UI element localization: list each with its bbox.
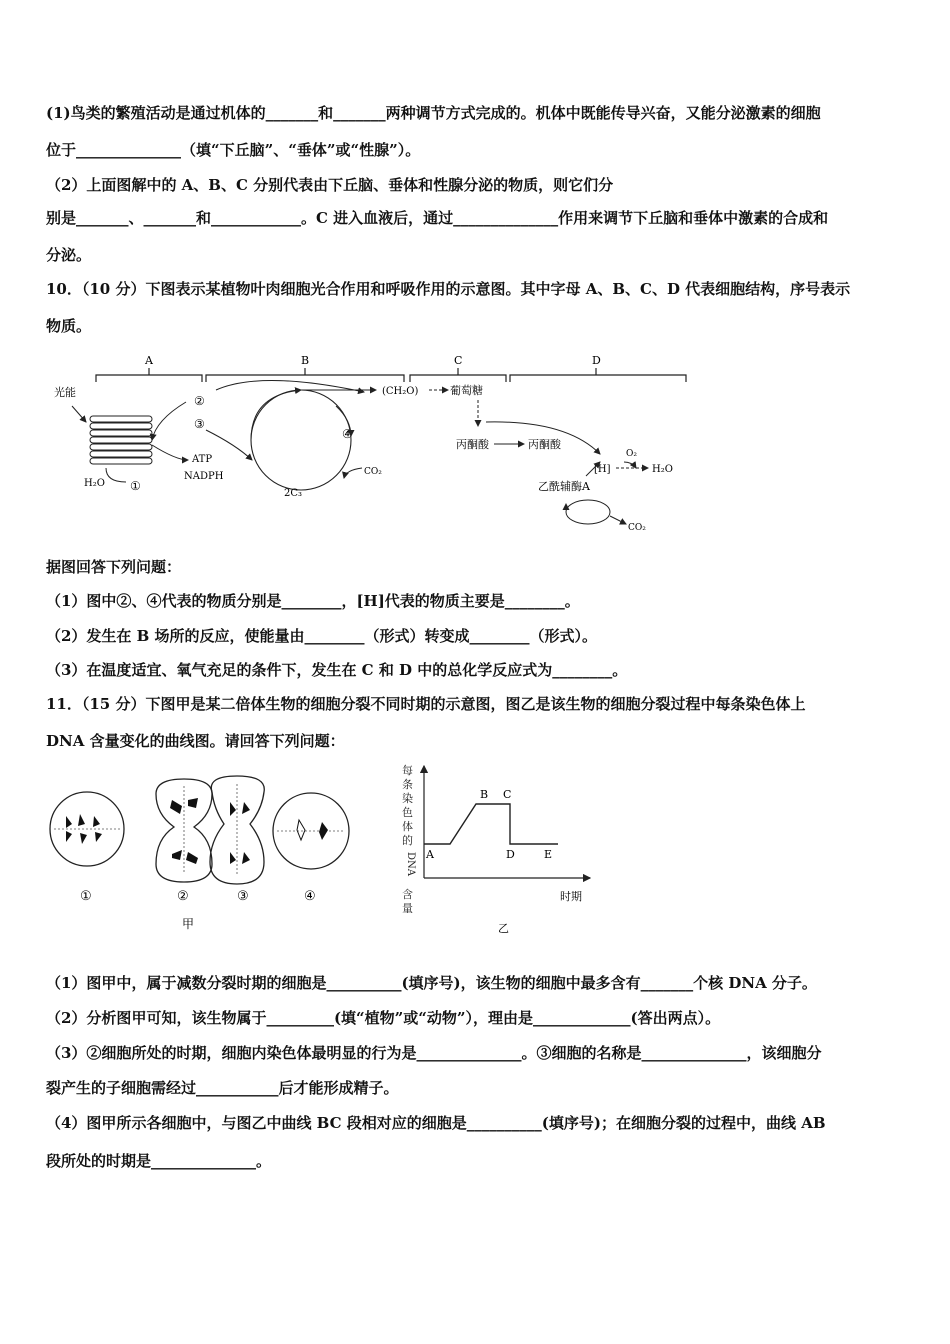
pyruvate-2-label: 丙酮酸 <box>528 438 561 451</box>
q11-part-4b: 段所处的时期是______________。 <box>46 1152 272 1170</box>
atp-label: ATP <box>192 454 213 465</box>
water-input-label: H₂O <box>84 478 105 489</box>
q10-line-2: 物质。 <box>46 317 92 335</box>
light-energy-label: 光能 <box>54 386 76 399</box>
point-a-label: A <box>426 848 434 861</box>
q9-line-4: 别是_______、_______和____________。C 进入血液后，通过______________作用来调节下丘脑和垂体中激素的合成和 <box>46 209 829 227</box>
substance-1-label: ① <box>130 479 141 493</box>
region-d-label: D <box>592 354 601 367</box>
nadh-h-label: [H] <box>594 464 611 475</box>
thylakoid-stack <box>90 416 152 464</box>
cell-4-label: ④ <box>304 889 316 904</box>
svg-text:条: 条 <box>402 778 413 791</box>
svg-text:DNA: DNA <box>405 852 416 876</box>
q9-line-2: 位于______________（填“下丘脑”、“垂体”或“性腺”）。 <box>46 141 421 159</box>
point-b-label: B <box>480 788 489 801</box>
q10-part-2: （2）发生在 B 场所的反应，使能量由________（形式）转变成________（形式）。 <box>46 627 598 645</box>
q10-intro: 据图回答下列问题： <box>46 558 182 576</box>
q11-part-1: （1）图甲中，属于减数分裂时期的细胞是__________(填序号)，该生物的细胞中最多含有_______个核 DNA 分子。 <box>46 974 817 992</box>
q11-part-2: （2）分析图甲可知，该生物属于_________(填“植物”或“动物”），理由是_____________(答出两点）。 <box>46 1009 721 1027</box>
point-e-label: E <box>544 848 553 861</box>
svg-text:体: 体 <box>402 820 413 833</box>
svg-text:量: 量 <box>402 902 413 915</box>
q11-line-1: 11．（15 分）下图甲是某二倍体生物的细胞分裂不同时期的示意图，图乙是该生物的细胞分裂过程中每条染色体上 <box>46 695 806 713</box>
water-output-label: H₂O <box>652 464 673 475</box>
substance-4-label: ④ <box>342 427 353 441</box>
region-c-label: C <box>454 354 463 367</box>
q9-line-3: （2）上面图解中的 A、B、C 分别代表由下丘脑、垂体和性腺分泌的物质，则它们分 <box>46 176 614 194</box>
region-b-label: B <box>301 354 310 367</box>
cell-1-label: ① <box>80 889 92 904</box>
dna-content-chart-yi <box>398 760 598 936</box>
q11-part-3a: （3）②细胞所处的时期，细胞内染色体最明显的行为是______________。③细胞的名称是______________，该细胞分 <box>46 1044 822 1062</box>
cell-3-label: ③ <box>237 889 249 904</box>
substance-3-label: ③ <box>194 417 205 431</box>
photosynthesis-respiration-diagram <box>46 350 696 542</box>
co2-input-label: CO₂ <box>364 467 382 477</box>
y-axis-label <box>402 763 416 915</box>
oxygen-label: O₂ <box>626 449 637 459</box>
svg-text:的: 的 <box>402 834 413 847</box>
dna-curve <box>424 804 558 844</box>
ch2o-label: (CH₂O) <box>382 386 419 397</box>
svg-text:含: 含 <box>402 888 413 901</box>
q10-part-1: （1）图中②、④代表的物质分别是________，[H]代表的物质主要是________。 <box>46 592 580 610</box>
region-a-label: A <box>145 354 153 367</box>
q9-line-5: 分泌。 <box>46 246 92 264</box>
q11-part-4a: （4）图甲所示各细胞中，与图乙中曲线 BC 段相对应的细胞是__________(填序号)；在细胞分裂的过程中，曲线 AB <box>46 1114 826 1132</box>
q10-part-3: （3）在温度适宜、氧气充足的条件下，发生在 C 和 D 中的总化学反应式为________。 <box>46 661 628 679</box>
q9-line-1: (1)鸟类的繁殖活动是通过机体的_______和_______两种调节方式完成的。机体中既能传导兴奋，又能分泌激素的细胞 <box>46 104 821 122</box>
figure-jia-label: 甲 <box>182 917 195 931</box>
glucose-label: 葡萄糖 <box>450 384 483 397</box>
svg-text:染: 染 <box>402 792 413 805</box>
svg-text:色: 色 <box>402 806 413 819</box>
pyruvate-1-label: 丙酮酸 <box>456 438 489 451</box>
acetyl-coa-label: 乙酰辅酶A <box>538 480 590 493</box>
cell-2-label: ② <box>177 889 189 904</box>
c3-label: 2C₃ <box>284 488 303 499</box>
q11-line-2: DNA 含量变化的曲线图。请回答下列问题： <box>46 732 345 750</box>
figure-yi-label: 乙 <box>498 922 509 935</box>
svg-text:每: 每 <box>402 764 413 777</box>
nadph-label: NADPH <box>184 471 224 482</box>
cell-division-figure-jia <box>44 764 374 936</box>
co2-output-label: CO₂ <box>628 523 646 533</box>
q11-part-3b: 裂产生的子细胞需经过___________后才能形成精子。 <box>46 1079 399 1097</box>
substance-2-label: ② <box>194 394 205 408</box>
q10-line-1: 10．（10 分）下图表示某植物叶肉细胞光合作用和呼吸作用的示意图。其中字母 A、B、C、D 代表细胞结构，序号表示 <box>46 280 851 298</box>
point-d-label: D <box>506 848 515 861</box>
point-c-label: C <box>503 788 512 801</box>
x-axis-label: 时期 <box>560 890 582 903</box>
